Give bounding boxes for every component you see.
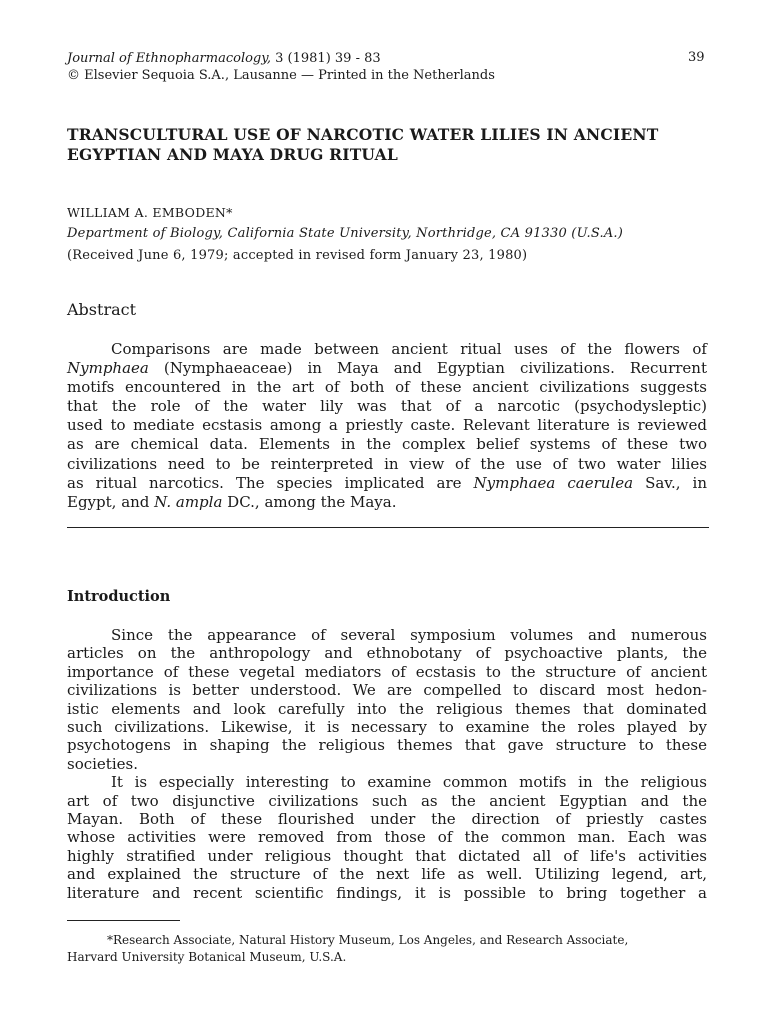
journal-issue: 3 (1981) 39 - 83 (275, 51, 381, 66)
abstract-line: civilizations need to be reinterpreted in view of the use of two water lilies (67, 454, 707, 473)
journal-citation (67, 50, 381, 68)
intro-line: literature and recent scientific findings, it is possible to bring together a (67, 883, 707, 902)
received-dates: (Received June 6, 1979; accepted in revised form January 23, 1980) (67, 248, 528, 263)
italic-genus: Nymphaea (67, 359, 149, 378)
author-affiliation: Department of Biology, California State University, Northridge, CA 91330 (U.S.A.) (67, 226, 624, 241)
title-line-1: TRANSCULTURAL USE OF NARCOTIC WATER LILIES IN ANCIENT (67, 125, 659, 144)
abstract-line: motifs encountered in the art of both of these ancient civilizations suggests (67, 378, 707, 397)
abstract-line: Egypt, and N. ampla DC., among the Maya. (67, 492, 397, 511)
copyright-line: © Elsevier Sequoia S.A., Lausanne — Printed in the Netherlands (67, 68, 495, 83)
abstract-line: Nymphaea (Nymphaeaceae) in Maya and Egyptian civilizations. Recurrent (67, 359, 707, 378)
intro-line: It is especially interesting to examine common motifs in the religious (111, 773, 707, 792)
abstract-line: Comparisons are made between ancient ritual uses of the flowers of (111, 340, 707, 358)
intro-line: Since the appearance of several symposium volumes and numerous (111, 626, 707, 644)
intro-line: whose activities were removed from those of the common man. Each was (67, 828, 707, 847)
title-line-2: EGYPTIAN AND MAYA DRUG RITUAL (67, 145, 398, 164)
intro-line: art of two disjunctive civilizations such as the ancient Egyptian and the (67, 791, 707, 810)
abstract-line: that the role of the water lily was that of a narcotic (psychodysleptic) (67, 397, 707, 416)
intro-line: Mayan. Both of these flourished under the direction of priestly castes (67, 810, 707, 829)
footnote-line: *Research Associate, Natural History Museum, Los Angeles, and Research Associate, (107, 933, 629, 947)
intro-line: importance of these vegetal mediators of ecstasis to the structure of ancient (67, 662, 707, 681)
abstract-line: used to mediate ecstasis among a priestly caste. Relevant literature is reviewed (67, 416, 707, 435)
abstract-body (67, 340, 707, 512)
abstract-line: as are chemical data. Elements in the complex belief systems of these two (67, 435, 707, 454)
intro-line: istic elements and look carefully into the religious themes that dominated (67, 699, 707, 718)
italic-species-2-genus: N. (154, 492, 172, 511)
italic-species-2-epithet: ampla (175, 492, 223, 511)
introduction-body (67, 626, 707, 902)
introduction-heading: Introduction (67, 588, 171, 605)
page-number: 39 (688, 50, 705, 65)
intro-line: civilizations is better understood. We are compelled to discard most hedon- (67, 681, 707, 700)
abstract-heading: Abstract (67, 300, 137, 319)
journal-name: Journal of Ethnopharmacology, (67, 51, 271, 66)
italic-species-1: Nymphaea caerulea (473, 473, 634, 492)
author-name: WILLIAM A. EMBODEN* (67, 205, 233, 220)
abstract-line: as ritual narcotics. The species implicated are Nymphaea caerulea Sav., in (67, 473, 707, 492)
intro-line: articles on the anthropology and ethnobotany of psychoactive plants, the (67, 644, 707, 663)
intro-line: such civilizations. Likewise, it is necessary to examine the roles played by (67, 718, 707, 737)
footnote (67, 932, 709, 966)
abstract-divider (67, 527, 709, 528)
intro-line: highly stratified under religious thought that dictated all of life's activities (67, 846, 707, 865)
article-title (67, 125, 727, 165)
footnote-line: Harvard University Botanical Museum, U.S.A. (67, 950, 347, 964)
footnote-divider (67, 920, 180, 921)
intro-line: psychotogens in shaping the religious themes that gave structure to these (67, 736, 707, 755)
intro-line: societies. (67, 754, 138, 773)
intro-line: and explained the structure of the next life as well. Utilizing legend, art, (67, 865, 707, 884)
